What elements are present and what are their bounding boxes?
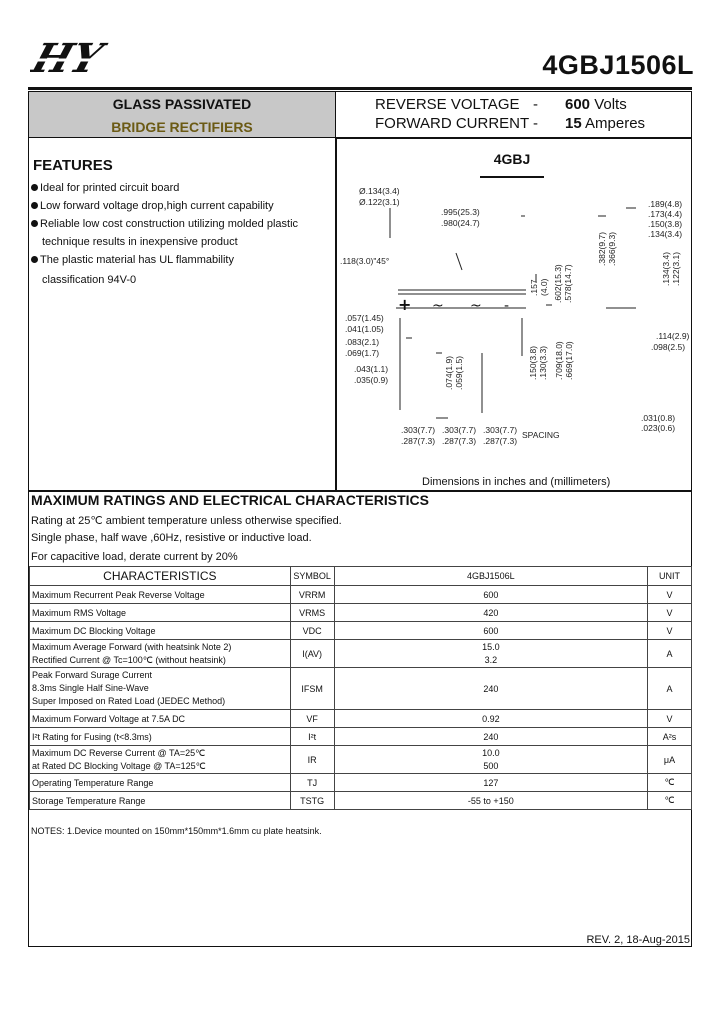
cell-characteristic: Maximum DC Blocking Voltage xyxy=(30,622,291,640)
dim-label: .980(24.7) xyxy=(441,218,480,228)
bullet-icon xyxy=(31,184,38,191)
dim-label: .173(4.4) xyxy=(648,209,683,219)
dim-label: .189(4.8) xyxy=(648,199,683,209)
column-header: UNIT xyxy=(648,567,692,586)
cell-symbol: IFSM xyxy=(290,668,334,710)
cell-unit: V xyxy=(648,604,692,622)
table-row xyxy=(30,640,692,668)
rating-note: For capacitive load, derate current by 20% xyxy=(31,551,238,563)
dim-label-vertical: .669(17.0) xyxy=(564,341,574,380)
cell-value: 600 xyxy=(334,622,647,640)
feature-item: Ideal for printed circuit board xyxy=(31,179,179,197)
rating-note: Rating at 25℃ ambient temperature unless otherwise specified. xyxy=(31,515,342,527)
dim-label: .031(0.8) xyxy=(641,413,676,423)
dim-label: .134(3.4) xyxy=(648,229,683,239)
dim-label-vertical: .122(3.1) xyxy=(671,251,681,286)
revision-label: REV. 2, 18-Aug-2015 xyxy=(586,934,690,946)
table-footnote: NOTES: 1.Device mounted on 150mm*150mm*1.6mm cu plate heatsink. xyxy=(31,826,322,836)
table-row xyxy=(30,668,692,710)
cell-symbol: TJ xyxy=(290,774,334,792)
cell-symbol: VDC xyxy=(290,622,334,640)
dim-label-vertical: .157 xyxy=(529,279,539,296)
dim-label: .043(1.1) xyxy=(354,364,389,374)
cell-value: 240 xyxy=(334,728,647,746)
cell-characteristic: Maximum RMS Voltage xyxy=(30,604,291,622)
dim-label: .069(1.7) xyxy=(345,348,380,358)
cell-unit: A xyxy=(648,640,692,668)
cell-symbol: TSTG xyxy=(290,792,334,810)
cell-symbol: VF xyxy=(290,710,334,728)
feature-item: The plastic material has UL flammability xyxy=(31,251,234,269)
cell-value: 127 xyxy=(334,774,647,792)
column-header: 4GBJ1506L xyxy=(334,567,647,586)
dim-label: .098(2.5) xyxy=(651,342,686,352)
cell-characteristic: Peak Forward Surage Current 8.3ms Single Half Sine-Wave Super Imposed on Rated Load (JEDEC Method) xyxy=(30,668,291,710)
cell-characteristic: Maximum DC Reverse Current @ TA=25℃ at Rated DC Blocking Voltage @ TA=125℃ xyxy=(30,746,291,774)
cell-value: -55 to +150 xyxy=(334,792,647,810)
dim-label: .118(3.0)"45° xyxy=(340,256,390,266)
cell-symbol: I²t xyxy=(290,728,334,746)
column-header: SYMBOL xyxy=(290,567,334,586)
cell-value: 420 xyxy=(334,604,647,622)
table-row xyxy=(30,728,692,746)
header-divider xyxy=(335,137,691,139)
cell-symbol: VRMS xyxy=(290,604,334,622)
dim-label: SPACING xyxy=(522,430,560,440)
cell-characteristic: Maximum Average Forward (with heatsink Note 2) Rectified Current @ Tc=100℃ (without heatsink) xyxy=(30,640,291,668)
rating-note: Single phase, half wave ,60Hz, resistive or inductive load. xyxy=(31,532,312,544)
table-row xyxy=(30,710,692,728)
dim-label-vertical: (4.0) xyxy=(539,278,549,296)
dim-label-vertical: .150(3.8) xyxy=(528,345,538,380)
dim-label: Ø.134(3.4) xyxy=(359,186,400,196)
table-row xyxy=(30,774,692,792)
dim-label: .035(0.9) xyxy=(354,375,389,385)
package-name: 4GBJ xyxy=(493,151,531,167)
cell-value: 0.92 xyxy=(334,710,647,728)
cell-unit: ℃ xyxy=(648,792,692,810)
cell-symbol: I(AV) xyxy=(290,640,334,668)
cell-unit: A²s xyxy=(648,728,692,746)
ratings-table xyxy=(29,566,692,810)
dim-label: .303(7.7) xyxy=(483,425,518,435)
dim-label: .083(2.1) xyxy=(345,337,380,347)
cell-symbol: IR xyxy=(290,746,334,774)
cell-value: 600 xyxy=(334,586,647,604)
terminal-minus: - xyxy=(504,298,510,314)
header-rule xyxy=(28,87,692,90)
cell-unit: V xyxy=(648,586,692,604)
dimensions-note: Dimensions in inches and (millimeters) xyxy=(422,476,611,488)
cell-characteristic: I²t Rating for Fusing (t<8.3ms) xyxy=(30,728,291,746)
title-line-2: BRIDGE RECTIFIERS xyxy=(111,119,253,135)
company-logo xyxy=(30,40,165,78)
dim-label: .023(0.6) xyxy=(641,423,676,433)
table-header-row xyxy=(30,567,692,586)
dim-label-vertical: .366(9.3) xyxy=(607,231,617,266)
dim-label-vertical: .059(1.5) xyxy=(454,355,464,390)
cell-value: 240 xyxy=(334,668,647,710)
dim-label-vertical: .134(3.4) xyxy=(661,251,671,286)
dim-label: .995(25.3) xyxy=(441,207,480,217)
feature-item: Reliable low cost construction utilizing molded plastic xyxy=(31,215,298,233)
column-header: CHARACTERISTICS xyxy=(30,567,291,586)
cell-characteristic: Operating Temperature Range xyxy=(30,774,291,792)
cell-unit: μA xyxy=(648,746,692,774)
dim-label-vertical: .602(15.3) xyxy=(553,264,563,303)
ratings-title: MAXIMUM RATINGS AND ELECTRICAL CHARACTERISTICS xyxy=(31,492,429,508)
cell-characteristic: Maximum Forward Voltage at 7.5A DC xyxy=(30,710,291,728)
part-number: 4GBJ1506L xyxy=(542,50,694,80)
bullet-icon xyxy=(31,256,38,263)
dim-label: .057(1.45) xyxy=(345,313,384,323)
cell-value: 10.0 500 xyxy=(334,746,647,774)
feature-item-continued: technique results in inexpensive product xyxy=(42,236,238,248)
table-row xyxy=(30,622,692,640)
dim-label: .287(7.3) xyxy=(401,436,436,446)
dim-label: .287(7.3) xyxy=(442,436,477,446)
forward-current-spec: FORWARD CURRENT - 15 Amperes xyxy=(375,115,646,132)
cell-characteristic: Storage Temperature Range xyxy=(30,792,291,810)
dim-label: .303(7.7) xyxy=(401,425,436,435)
bullet-icon xyxy=(31,202,38,209)
dim-label: .150(3.8) xyxy=(648,219,683,229)
dim-label-vertical: .130(3.3) xyxy=(538,345,548,380)
cell-unit: V xyxy=(648,622,692,640)
title-line-1: GLASS PASSIVATED xyxy=(112,96,252,112)
dim-label: .287(7.3) xyxy=(483,436,518,446)
dim-label: Ø.122(3.1) xyxy=(359,197,400,207)
table-row xyxy=(30,586,692,604)
cell-unit: ℃ xyxy=(648,774,692,792)
dim-label-vertical: .074(1.9) xyxy=(444,355,454,390)
dim-label-vertical: .382(9.7) xyxy=(597,231,607,266)
cell-symbol: VRRM xyxy=(290,586,334,604)
dim-label-vertical: .709(18.0) xyxy=(554,341,564,380)
dim-label: .041(1.05) xyxy=(345,324,384,334)
terminal-ac-2: ~ xyxy=(470,298,482,314)
table-row xyxy=(30,746,692,774)
table-row xyxy=(30,792,692,810)
feature-item-continued: classification 94V-0 xyxy=(42,274,137,286)
svg-text:HY: HY xyxy=(30,40,109,78)
cell-unit: V xyxy=(648,710,692,728)
dim-label-vertical: .578(14.7) xyxy=(563,264,573,303)
bullet-icon xyxy=(31,220,38,227)
cell-unit: A xyxy=(648,668,692,710)
terminal-plus: + xyxy=(398,295,412,314)
dim-label: .114(2.9) xyxy=(656,331,690,341)
cell-value: 15.0 3.2 xyxy=(334,640,647,668)
features-title: FEATURES xyxy=(33,157,113,174)
feature-item: Low forward voltage drop,high current capability xyxy=(31,197,274,215)
dim-label: .303(7.7) xyxy=(442,425,477,435)
cell-characteristic: Maximum Recurrent Peak Reverse Voltage xyxy=(30,586,291,604)
terminal-ac-1: ~ xyxy=(432,298,444,314)
reverse-voltage-spec: REVERSE VOLTAGE - 600 Volts xyxy=(375,96,627,113)
table-row xyxy=(30,604,692,622)
